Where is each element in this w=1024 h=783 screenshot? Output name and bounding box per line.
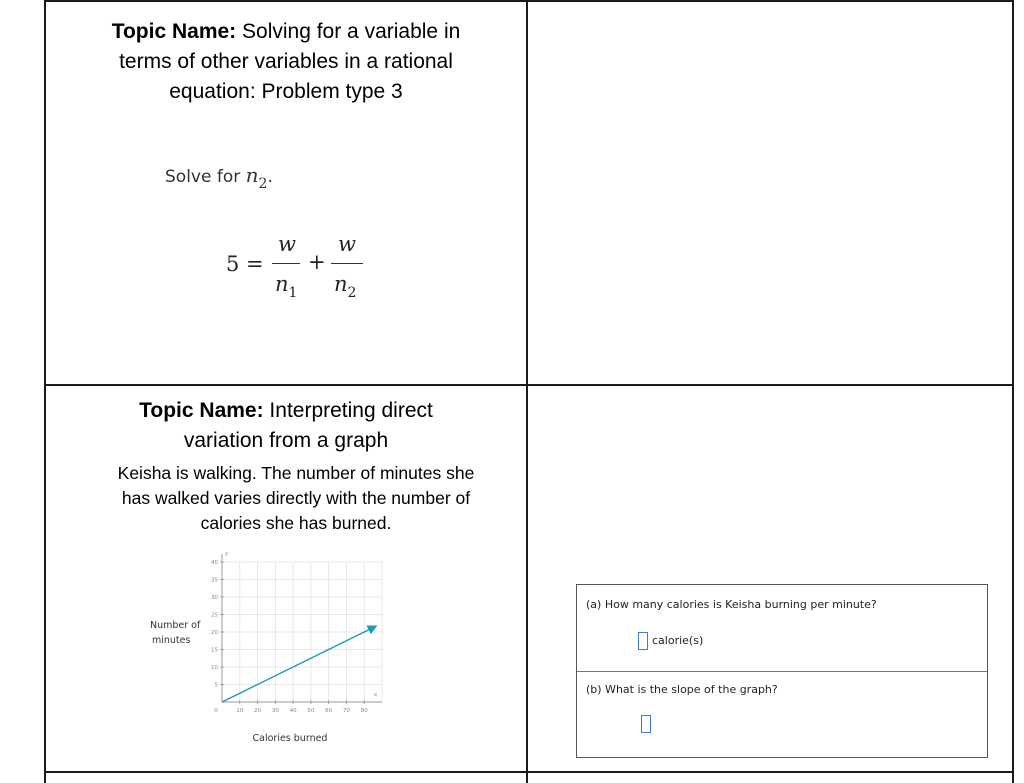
x-axis-symbol: x: [374, 692, 378, 698]
topic-title-1: [46, 17, 526, 107]
description-line-2: has walked varies directly with the number of: [121, 488, 471, 508]
question-a-text: (a) How many calories is Keisha burning per minute?: [586, 598, 877, 611]
topic-line-1: [46, 17, 526, 47]
x-axis-label: Calories burned: [252, 733, 328, 744]
solve-variable-subscript: 2: [258, 176, 268, 192]
table-top-border: [44, 0, 1014, 2]
description-line-1: Keisha is walking. The number of minutes she: [117, 463, 475, 483]
denominator-2: [334, 272, 357, 301]
origin-label: 0: [214, 708, 218, 714]
description-line-3: calories she has burned.: [200, 513, 392, 533]
question-b-text: (b) What is the slope of the graph?: [586, 683, 778, 696]
table-row-divider-2: [44, 771, 1014, 773]
topic-text: Solving for a variable in: [236, 20, 461, 43]
answer-a-input[interactable]: [638, 632, 648, 650]
y-tick-label: 5: [214, 682, 218, 689]
answer-b-input[interactable]: [641, 715, 651, 733]
y-tick-label: 25: [211, 612, 218, 619]
tick-labels: [211, 551, 378, 714]
table-row-divider-1: [44, 384, 1014, 386]
topic-line-2: variation from a graph: [183, 429, 389, 452]
fraction-bar-2: [331, 263, 363, 264]
topic-line-2: terms of other variables in a rational: [119, 50, 453, 73]
y-tick-label: 20: [211, 630, 218, 636]
topic-line-3: equation: Problem type 3: [169, 80, 403, 103]
y-tick-label: 15: [211, 647, 218, 654]
answer-a-unit: calorie(s): [652, 634, 704, 647]
grid-lines: [222, 562, 382, 702]
solve-for-text: Solve for: [165, 167, 241, 187]
x-tick-label: 70: [342, 708, 350, 714]
equation-lhs: 5: [226, 252, 240, 276]
x-tick-label: 10: [236, 708, 244, 714]
table-middle-border: [526, 0, 528, 783]
plus-sign: +: [308, 250, 326, 274]
denominator-1: [275, 272, 298, 301]
y-tick-label: 30: [211, 595, 218, 601]
solve-for-instruction: [165, 163, 273, 192]
question-divider: [577, 671, 987, 672]
period: .: [267, 167, 273, 187]
denominator-1-sub: 1: [288, 285, 298, 301]
solve-variable: [245, 163, 268, 192]
numerator-2: w: [338, 232, 356, 256]
denominator-1-var: n: [275, 272, 289, 296]
x-tick-label: 80: [360, 708, 368, 714]
problem-description: [46, 461, 546, 536]
fraction-bar-1: [272, 263, 300, 264]
series-line: [222, 627, 375, 702]
topic-label: Topic Name:: [111, 20, 237, 43]
y-axis-label-line-1: Number of: [150, 620, 201, 631]
x-tick-label: 40: [289, 708, 297, 714]
y-tick-label: 35: [211, 577, 218, 584]
x-tick-label: 20: [254, 708, 262, 714]
y-tick-label: 10: [211, 665, 218, 671]
denominator-2-sub: 2: [347, 285, 357, 301]
table-right-border: [1012, 0, 1014, 783]
y-axis-symbol: y: [225, 551, 229, 557]
numerator-1: w: [278, 232, 296, 256]
y-axis-label-line-2: minutes: [152, 635, 191, 646]
direct-variation-graph: [140, 546, 420, 746]
axes: [220, 554, 382, 704]
solve-variable-letter: n: [245, 163, 259, 187]
x-tick-label: 30: [271, 708, 279, 714]
question-panel: [576, 584, 988, 758]
topic-title-2: [46, 396, 526, 456]
x-tick-label: 50: [307, 708, 315, 714]
topic-text: Interpreting direct: [263, 399, 433, 422]
x-tick-label: 60: [325, 708, 333, 714]
topic-label: Topic Name:: [139, 399, 264, 422]
equals-sign: =: [246, 252, 264, 276]
data-series: [222, 627, 375, 702]
denominator-2-var: n: [334, 272, 348, 296]
topic-line-1: [46, 396, 526, 426]
table-left-border: [44, 0, 46, 783]
y-tick-label: 40: [211, 560, 218, 566]
